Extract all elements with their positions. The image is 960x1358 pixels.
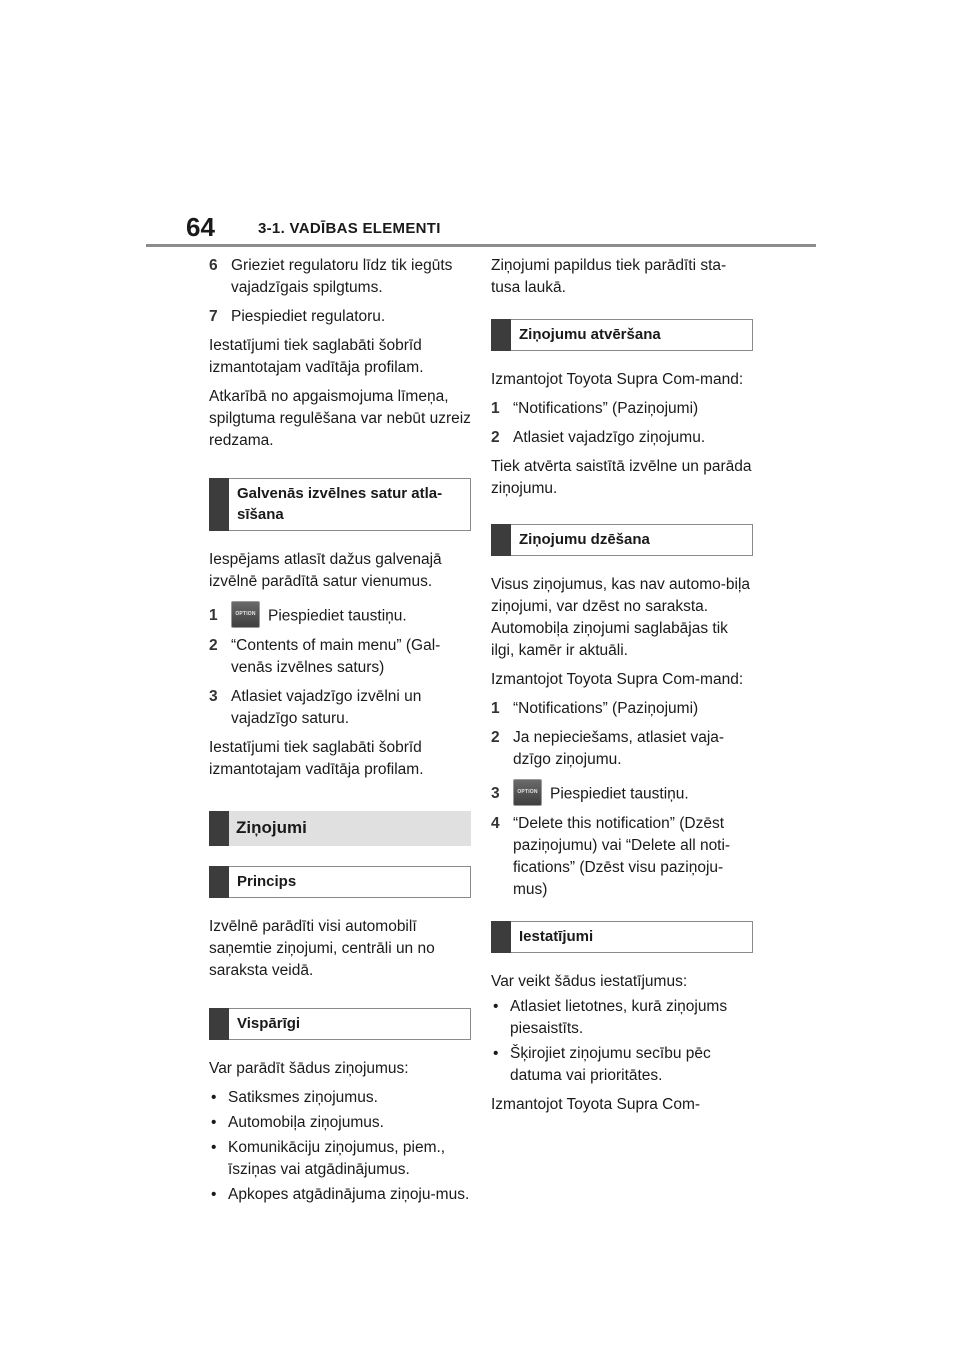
bullet-dot: •	[211, 1114, 217, 1131]
list-item-text: Šķirojiet ziņojumu secību pēc datuma vai prioritātes.	[510, 1045, 711, 1084]
paragraph: Tiek atvērta saistītā izvēlne un parāda ziņojumu.	[491, 458, 752, 497]
paragraph: Ziņojumi papildus tiek parādīti sta-tusa laukā.	[491, 257, 727, 296]
bullet-dot: •	[211, 1139, 217, 1156]
list-item	[209, 1137, 471, 1181]
bullet-dot: •	[211, 1089, 217, 1106]
paragraph: Izvēlnē parādīti visi automobilī saņemtie ziņojumi, centrāli un no saraksta veidā.	[209, 918, 435, 979]
bullet-dot: •	[211, 1186, 217, 1203]
list-item-text: Atlasiet lietotnes, kurā ziņojums piesaistīts.	[510, 998, 728, 1037]
heading-marker	[209, 866, 229, 898]
step-number: 1	[491, 400, 500, 417]
step-item	[209, 255, 471, 299]
right-column	[491, 255, 753, 1123]
step-text: Grieziet regulatoru līdz tik iegūts vajadzīgais spilgtums.	[231, 257, 453, 296]
list-item-text: Apkopes atgādinājuma ziņoju-mus.	[228, 1186, 470, 1203]
heading-marker	[491, 921, 511, 953]
step-text: “Delete this notification” (Dzēst paziņojumu) vai “Delete all noti-fications” (Dzēst visu paziņoju-mus)	[513, 815, 731, 898]
subsection-heading	[491, 524, 753, 556]
heading-marker	[209, 1008, 229, 1040]
paragraph: Visus ziņojumus, kas nav automo-biļa ziņojumi, var dzēst no saraksta. Automobiļa ziņojumi saglabājas tik ilgi, kamēr ir aktuāli.	[491, 576, 751, 659]
list-item	[209, 1087, 471, 1109]
paragraph: Iestatījumi tiek saglabāti šobrīd izmantotajam vadītāja profilam.	[209, 739, 424, 778]
heading-text: Galvenās izvēlnes satur atla-sīšana	[237, 485, 443, 523]
heading-marker	[491, 524, 511, 556]
list-item	[491, 996, 753, 1040]
step-text: “Contents of main menu” (Gal-venās izvēlnes saturs)	[231, 637, 441, 676]
step-item	[209, 686, 471, 730]
list-item-text: Satiksmes ziņojumus.	[228, 1089, 378, 1106]
step-number: 4	[491, 815, 500, 832]
step-item	[491, 398, 753, 420]
list-item	[209, 1112, 471, 1134]
option-button-icon: OPTION	[231, 601, 260, 628]
list-item	[209, 1184, 471, 1206]
step-item	[491, 698, 753, 720]
paragraph: Var veikt šādus iestatījumus:	[491, 973, 688, 990]
page-number: 64	[186, 212, 215, 242]
step-item	[491, 783, 753, 806]
subsection-heading	[491, 921, 753, 953]
header-rule	[146, 244, 816, 247]
heading-text: Ziņojumu dzēšana	[519, 531, 650, 548]
heading-marker	[209, 811, 229, 846]
paragraph: Izmantojot Toyota Supra Com-	[491, 1096, 701, 1113]
step-text: Piespiediet taustiņu.	[268, 607, 407, 625]
list-item-text: Komunikāciju ziņojumus, piem., īsziņas vai atgādinājumus.	[228, 1139, 446, 1178]
step-text: Piespiediet regulatoru.	[231, 308, 386, 325]
subsection-heading	[491, 319, 753, 351]
step-item	[209, 635, 471, 679]
paragraph: Var parādīt šādus ziņojumus:	[209, 1060, 409, 1077]
left-column	[209, 255, 471, 1209]
heading-marker	[491, 319, 511, 351]
step-item	[491, 427, 753, 449]
step-number: 3	[491, 785, 500, 802]
step-number: 2	[491, 429, 500, 446]
heading-text: Princips	[237, 873, 297, 890]
paragraph: Iespējams atlasīt dažus galvenajā izvēlnē parādītā satur vienumus.	[209, 551, 442, 590]
heading-text: Iestatījumi	[519, 928, 594, 945]
heading-marker	[209, 478, 229, 531]
bullet-dot: •	[493, 1045, 499, 1062]
step-text: Piespiediet taustiņu.	[550, 785, 689, 803]
step-item	[491, 727, 753, 771]
step-text: Atlasiet vajadzīgo ziņojumu.	[513, 429, 706, 446]
subsection-heading	[209, 1008, 471, 1040]
step-text: Atlasiet vajadzīgo izvēlni un vajadzīgo saturu.	[231, 688, 422, 727]
list-item	[491, 1043, 753, 1087]
step-number: 6	[209, 257, 218, 274]
step-text: Ja nepieciešams, atlasiet vaja-dzīgo ziņojumu.	[513, 729, 725, 768]
heading-text: Vispārīgi	[237, 1015, 301, 1032]
subsection-heading	[209, 866, 471, 898]
step-number: 2	[209, 637, 218, 654]
heading-text: Ziņojumi	[236, 818, 307, 837]
paragraph: Izmantojot Toyota Supra Com-mand:	[491, 671, 744, 688]
step-text: “Notifications” (Paziņojumi)	[513, 700, 699, 717]
section-heading	[209, 811, 471, 846]
step-number: 1	[491, 700, 500, 717]
step-number: 2	[491, 729, 500, 746]
step-number: 1	[209, 607, 218, 624]
paragraph: Iestatījumi tiek saglabāti šobrīd izmantotajam vadītāja profilam.	[209, 337, 424, 376]
step-text: “Notifications” (Paziņojumi)	[513, 400, 699, 417]
paragraph: Atkarībā no apgaismojuma līmeņa, spilgtuma regulēšana var nebūt uzreiz redzama.	[209, 388, 471, 449]
paragraph: Izmantojot Toyota Supra Com-mand:	[491, 371, 744, 388]
chapter-title: 3-1. VADĪBAS ELEMENTI	[258, 220, 441, 237]
bullet-dot: •	[493, 998, 499, 1015]
step-item	[209, 605, 471, 628]
subsection-heading	[209, 478, 471, 531]
option-button-icon: OPTION	[513, 779, 542, 806]
step-number: 7	[209, 308, 218, 325]
step-number: 3	[209, 688, 218, 705]
heading-text: Ziņojumu atvēršana	[519, 326, 661, 343]
step-item	[491, 813, 753, 901]
list-item-text: Automobiļa ziņojumus.	[228, 1114, 384, 1131]
step-item	[209, 306, 471, 328]
